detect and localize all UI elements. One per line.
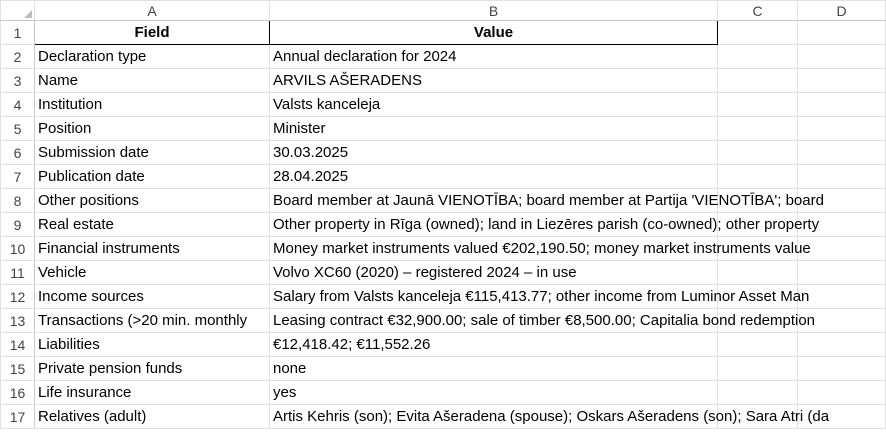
field-cell[interactable]: Declaration type	[35, 45, 270, 69]
value-cell[interactable]: Artis Kehris (son); Evita Ašeradena (spouse); Oskars Ašeradens (son); Sara Atri (da	[270, 405, 718, 429]
row-number[interactable]: 16	[1, 381, 35, 405]
empty-cell-c[interactable]	[718, 357, 798, 381]
header-cell-field[interactable]: Field	[35, 21, 270, 45]
table-row	[1, 309, 886, 333]
cell-c1[interactable]	[718, 21, 798, 45]
value-cell[interactable]: 28.04.2025	[270, 165, 718, 189]
table-header-row	[1, 21, 886, 45]
empty-cell-d[interactable]	[798, 261, 886, 285]
empty-cell-d[interactable]	[798, 69, 886, 93]
table-row	[1, 141, 886, 165]
row-number[interactable]: 5	[1, 117, 35, 141]
empty-cell-c[interactable]	[718, 93, 798, 117]
column-header-b[interactable]: B	[270, 1, 718, 21]
column-header-c[interactable]: C	[718, 1, 798, 21]
field-cell[interactable]: Private pension funds	[35, 357, 270, 381]
value-cell[interactable]: Valsts kanceleja	[270, 93, 718, 117]
field-cell[interactable]: Income sources	[35, 285, 270, 309]
value-cell[interactable]: Money market instruments valued €202,190.50; money market instruments value	[270, 237, 718, 261]
value-cell[interactable]: Other property in Rīga (owned); land in Liezēres parish (co-owned); other property	[270, 213, 718, 237]
field-cell[interactable]: Relatives (adult)	[35, 405, 270, 429]
empty-cell-d[interactable]	[798, 357, 886, 381]
field-cell[interactable]: Real estate	[35, 213, 270, 237]
table-row	[1, 405, 886, 429]
field-cell[interactable]: Name	[35, 69, 270, 93]
row-number[interactable]: 6	[1, 141, 35, 165]
empty-cell-c[interactable]	[718, 45, 798, 69]
table-row	[1, 165, 886, 189]
row-number[interactable]: 13	[1, 309, 35, 333]
empty-cell-c[interactable]	[718, 141, 798, 165]
table-row	[1, 213, 886, 237]
row-number[interactable]: 2	[1, 45, 35, 69]
field-cell[interactable]: Liabilities	[35, 333, 270, 357]
empty-cell-d[interactable]	[798, 165, 886, 189]
value-cell[interactable]: 30.03.2025	[270, 141, 718, 165]
empty-cell-d[interactable]	[798, 333, 886, 357]
value-cell[interactable]: Volvo XC60 (2020) – registered 2024 – in use	[270, 261, 718, 285]
empty-cell-d[interactable]	[798, 117, 886, 141]
empty-cell-d[interactable]	[798, 285, 886, 309]
row-number[interactable]: 3	[1, 69, 35, 93]
row-number[interactable]: 12	[1, 285, 35, 309]
empty-cell-c[interactable]	[718, 69, 798, 93]
table-row	[1, 261, 886, 285]
empty-cell-c[interactable]	[718, 381, 798, 405]
field-cell[interactable]: Other positions	[35, 189, 270, 213]
row-number[interactable]: 7	[1, 165, 35, 189]
table-row	[1, 381, 886, 405]
empty-cell-d[interactable]	[798, 93, 886, 117]
field-cell[interactable]: Position	[35, 117, 270, 141]
table-row	[1, 285, 886, 309]
value-cell[interactable]: €12,418.42; €11,552.26	[270, 333, 718, 357]
field-cell[interactable]: Vehicle	[35, 261, 270, 285]
value-cell[interactable]: Board member at Jaunā VIENOTĪBA; board member at Partija 'VIENOTĪBA'; board	[270, 189, 718, 213]
empty-cell-c[interactable]	[718, 117, 798, 141]
row-number[interactable]: 9	[1, 213, 35, 237]
value-cell[interactable]: Salary from Valsts kanceleja €115,413.77; other income from Luminor Asset Man	[270, 285, 718, 309]
cell-d1[interactable]	[798, 21, 886, 45]
column-header-d[interactable]: D	[798, 1, 886, 21]
row-number[interactable]: 10	[1, 237, 35, 261]
value-cell[interactable]: yes	[270, 381, 718, 405]
row-number[interactable]: 1	[1, 21, 35, 45]
table-row	[1, 45, 886, 69]
row-number[interactable]: 11	[1, 261, 35, 285]
value-cell[interactable]: ARVILS AŠERADENS	[270, 69, 718, 93]
field-cell[interactable]: Life insurance	[35, 381, 270, 405]
table-row	[1, 69, 886, 93]
column-header-a[interactable]: A	[35, 1, 270, 21]
value-cell[interactable]: Minister	[270, 117, 718, 141]
field-cell[interactable]: Submission date	[35, 141, 270, 165]
field-cell[interactable]: Publication date	[35, 165, 270, 189]
header-cell-value[interactable]: Value	[270, 21, 718, 45]
table-row	[1, 357, 886, 381]
table-row	[1, 189, 886, 213]
select-all-corner[interactable]	[1, 1, 35, 21]
value-cell[interactable]: Annual declaration for 2024	[270, 45, 718, 69]
empty-cell-c[interactable]	[718, 333, 798, 357]
row-number[interactable]: 8	[1, 189, 35, 213]
table-row	[1, 237, 886, 261]
value-cell[interactable]: Leasing contract €32,900.00; sale of timber €8,500.00; Capitalia bond redemption	[270, 309, 718, 333]
table-row	[1, 333, 886, 357]
empty-cell-c[interactable]	[718, 261, 798, 285]
table-row	[1, 93, 886, 117]
empty-cell-c[interactable]	[718, 165, 798, 189]
field-cell[interactable]: Transactions (>20 min. monthly	[35, 309, 270, 333]
field-cell[interactable]: Institution	[35, 93, 270, 117]
empty-cell-d[interactable]	[798, 45, 886, 69]
row-number[interactable]: 4	[1, 93, 35, 117]
value-cell[interactable]: none	[270, 357, 718, 381]
field-cell[interactable]: Financial instruments	[35, 237, 270, 261]
empty-cell-d[interactable]	[798, 381, 886, 405]
row-number[interactable]: 17	[1, 405, 35, 429]
empty-cell-d[interactable]	[798, 141, 886, 165]
row-number[interactable]: 15	[1, 357, 35, 381]
column-header-row	[1, 1, 886, 21]
row-number[interactable]: 14	[1, 333, 35, 357]
table-row	[1, 117, 886, 141]
